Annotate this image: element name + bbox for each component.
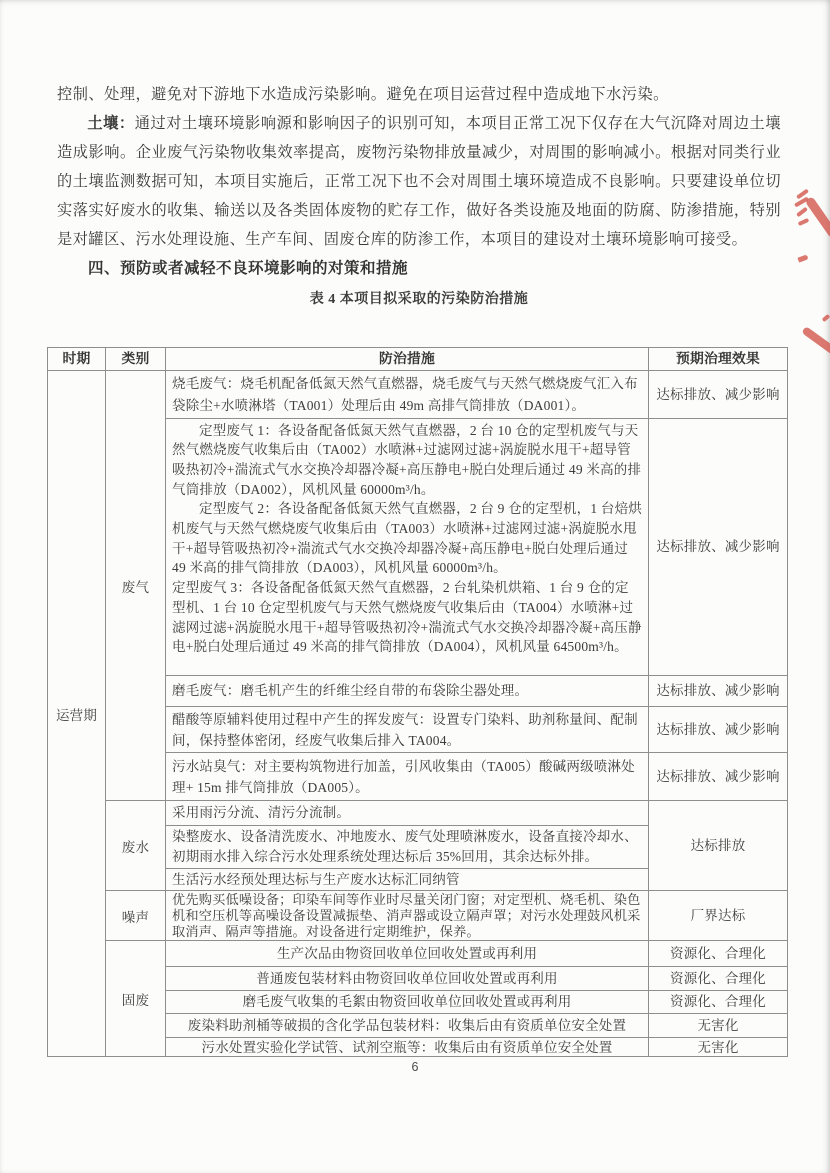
paragraph-groundwater: 控制、处理，避免对下游地下水造成污染影响。避免在项目运营过程中造成地下水污染。	[57, 86, 669, 103]
effect-chemical-packaging: 无害化	[649, 1014, 788, 1038]
effect-lint-waste: 资源化、合理化	[649, 991, 788, 1014]
effect-sanding-gas: 达标排放、减少影响	[649, 676, 788, 707]
measure-rain-sewage-diversion: 采用雨污分流、清污分流制。	[166, 801, 649, 826]
setting-gas-2: 定型废气 2：各设备配备低氮天然气直燃器，2 台 9 仓的定型机，1 台焙烘机废气与天然气燃烧废气收集后由（TA003）水喷淋+过滤网过滤+涡旋脱水甩干+超导管吸热初冷+湍流式气水交换冷却器冷凝+高压静电+脱白处理后通过 49 米高的排气筒排放（DA003），风机风量 60000m³/h。	[172, 501, 642, 576]
effect-setting-gas: 达标排放、减少影响	[649, 419, 788, 676]
header-period: 时期	[48, 348, 106, 371]
cell-category-noise: 噪声	[106, 891, 166, 941]
red-stamp-stroke	[805, 196, 830, 239]
measure-sanding-gas: 磨毛废气：磨毛机产生的纤维尘经自带的布袋除尘器处理。	[166, 676, 649, 707]
header-measure: 防治措施	[166, 348, 649, 371]
page-number: 6	[411, 1060, 419, 1074]
effect-singeing-gas: 达标排放、减少影响	[649, 371, 788, 419]
effect-noise: 厂界达标	[649, 891, 788, 941]
soil-lead-term: 土壤：	[87, 115, 135, 132]
table-row	[48, 371, 788, 419]
cell-category-water: 废水	[106, 801, 166, 891]
measure-singeing-gas: 烧毛废气：烧毛机配备低氮天然气直燃器，烧毛废气与天然气燃烧废气汇入布袋除尘+水喷淋塔（TA001）处理后由 49m 高排气筒排放（DA001）。	[166, 371, 649, 419]
effect-packaging-waste: 资源化、合理化	[649, 967, 788, 991]
effect-acetic-gas: 达标排放、减少影响	[649, 707, 788, 753]
setting-gas-3: 定型废气 3：各设备配备低氮天然气直燃器，2 台轧染机烘箱、1 台 9 仓的定型机、1 台 10 仓定型机废气与天然气燃烧废气收集后由（TA004）水喷淋+过滤网过滤+涡旋脱水甩干+超导管吸热初冷+湍流式气水交换冷却器冷凝+高压静电+脱白处理后通过 49 米高的排气筒排放（DA004），风机风量 64500m³/h。	[172, 580, 642, 655]
red-ink-stroke	[801, 326, 830, 355]
table-caption: 表 4 本项目拟采取的污染防治措施	[309, 292, 529, 307]
table-row	[48, 941, 788, 967]
measure-chemical-packaging: 废染料助剂桶等破损的含化学品包装材料：收集后由有资质单位安全处置	[166, 1014, 649, 1038]
cell-period: 运营期	[48, 371, 106, 1057]
measure-dyeing-wastewater: 染整废水、设备清洗废水、冲地废水、废气处理喷淋废水，设备直接冷却水、初期雨水排入综合污水处理系统处理达标后 35%回用，其余达标外排。	[166, 826, 649, 869]
measure-defective-products: 生产次品由物资回收单位回收处置或再利用	[166, 941, 649, 967]
measure-noise: 优先购买低噪设备；印染车间等作业时尽量关闭门窗；对定型机、烧毛机、染色机和空压机等高噪设备设置减振垫、消声器或设立隔声罩；对污水处理鼓风机采取消声、隔声等措施。对设备进行定期维护，保养。	[166, 891, 649, 941]
measure-domestic-sewage: 生活污水经预处理达标与生产废水达标汇同纳管	[166, 869, 649, 891]
red-ink-tick	[797, 254, 808, 262]
paragraph-soil	[57, 109, 781, 254]
red-ink-mark	[822, 314, 830, 322]
body-text	[57, 80, 781, 312]
red-stamp-fragment	[798, 218, 810, 226]
measure-sewage-odor: 污水站臭气：对主要构筑物进行加盖，引风收集由（TA005）酸碱两级喷淋处理+ 15m 排气筒排放（DA005）。	[166, 753, 649, 801]
soil-paragraph-text: 通过对土壤环境影响源和影响因子的识别可知，本项目正常工况下仅存在大气沉降对周边土壤造成影响。企业废气污染物收集效率提高，废物污染物排放量减少，对周围的影响减小。根据对同类行业的土壤监测数据可知，本项目实施后，正常工况下也不会对周围土壤环境造成不良影响。只要建设单位切实落实好废水的收集、输送以及各类固体废物的贮存工作，做好各类设施及地面的防腐、防渗措施，特别是对罐区、污水处理设施、生产车间、固废仓库的防渗工作，本项目的建设对土壤环境影响可接受。	[57, 115, 781, 248]
header-effect: 预期治理效果	[649, 348, 788, 371]
cell-category-gas: 废气	[106, 371, 166, 801]
red-stamp-fragment	[796, 207, 808, 218]
header-category: 类别	[106, 348, 166, 371]
measure-packaging-waste: 普通废包装材料由物资回收单位回收处置或再利用	[166, 967, 649, 991]
pollution-measures-table	[47, 347, 788, 1057]
effect-sewage-odor: 达标排放、减少影响	[649, 753, 788, 801]
measure-acetic-gas: 醋酸等原辅料使用过程中产生的挥发废气：设置专门染料、助剂称量间、配制间，保持整体密闭，经废气收集后排入 TA004。	[166, 707, 649, 753]
table-row	[48, 801, 788, 826]
table-row	[48, 891, 788, 941]
effect-wastewater: 达标排放	[649, 801, 788, 891]
cell-category-solid: 固废	[106, 941, 166, 1057]
section-heading: 四、预防或者减轻不良环境影响的对策和措施	[88, 260, 409, 277]
effect-lab-waste: 无害化	[649, 1038, 788, 1057]
measure-lab-waste: 污水处置实验化学试管、试剂空瓶等：收集后由有资质单位安全处置	[166, 1038, 649, 1057]
table-header-row	[48, 348, 788, 371]
effect-defective-products: 资源化、合理化	[649, 941, 788, 967]
measure-lint-waste: 磨毛废气收集的毛絮由物资回收单位回收处置或再利用	[166, 991, 649, 1014]
measure-setting-gas	[166, 419, 649, 676]
setting-gas-1: 定型废气 1：各设备配备低氮天然气直燃器，2 台 10 仓的定型机废气与天然气燃烧废气收集后由（TA002）水喷淋+过滤网过滤+涡旋脱水甩干+超导管吸热初冷+湍流式气水交换冷却器冷凝+高压静电+脱白处理后通过 49 米高的排气筒排放（DA002），风机风量 60000m³/h。	[172, 422, 642, 497]
